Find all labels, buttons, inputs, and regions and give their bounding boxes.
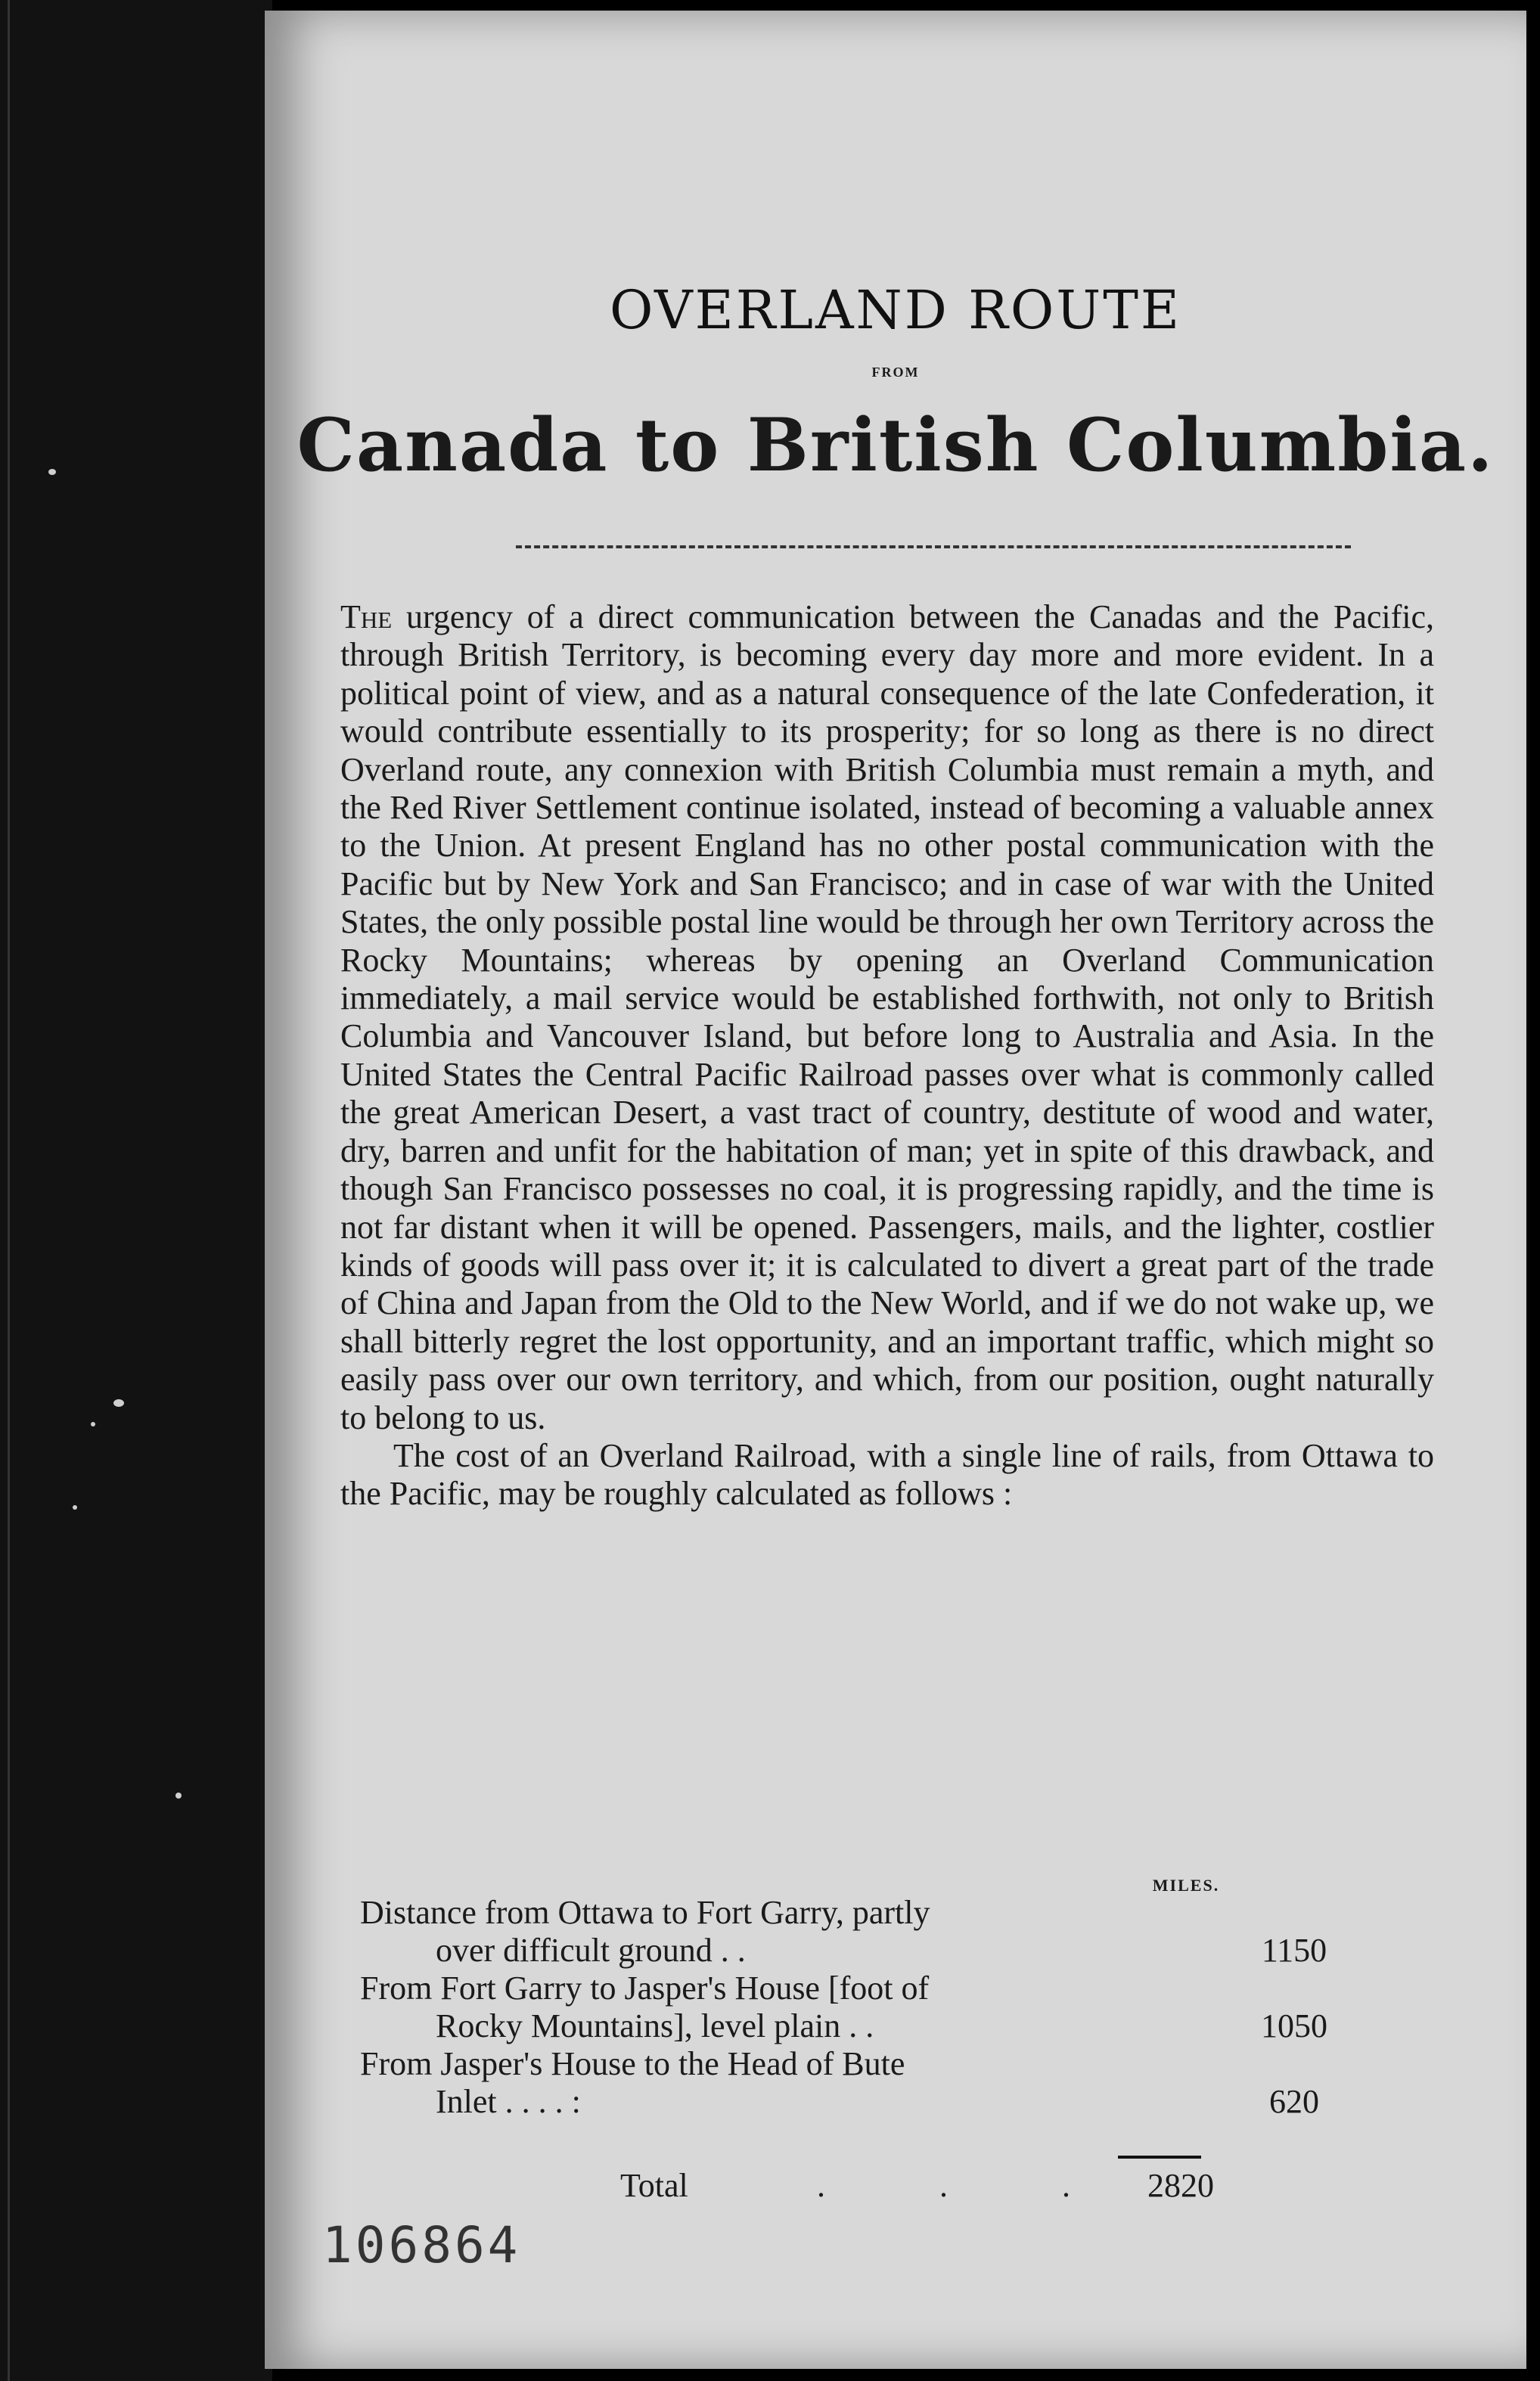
page-title: OVERLAND ROUTE: [609, 279, 1182, 341]
total-label: Total: [620, 2167, 688, 2204]
row-line-2: Inlet . . . . :: [436, 2083, 581, 2120]
from-label: FROM: [871, 365, 920, 380]
microfilm-dark-margin: [0, 0, 272, 2381]
row-line-2: Rocky Mountains], level plain . .: [436, 2007, 874, 2044]
row-description: [360, 2045, 1116, 2121]
dust-speck: [48, 469, 56, 475]
body-text: [340, 598, 1434, 1513]
total-miles: 2820: [1147, 2167, 1214, 2204]
row-line-2: over difficult ground . .: [436, 1932, 746, 1969]
row-miles: 1050: [1261, 2007, 1327, 2044]
dust-speck: [175, 1793, 182, 1799]
row-description: [360, 1970, 1116, 2045]
row-miles: 1150: [1261, 1932, 1327, 1969]
paragraph-lead-word: The: [340, 598, 393, 635]
table-row: [360, 1894, 1358, 1970]
row-miles: 620: [1269, 2083, 1319, 2120]
table-row: [360, 2045, 1358, 2121]
paragraph-2: The cost of an Overland Railroad, with a single line of rails, from Ottawa to the Pacific, may be roughly calculated as follows :: [340, 1436, 1434, 1513]
total-rule: [1118, 2156, 1201, 2159]
row-line-1: From Fort Garry to Jasper's House [foot of: [360, 1970, 930, 2007]
dust-speck: [73, 1505, 77, 1510]
film-edge-line: [8, 0, 10, 2381]
row-line-1: Distance from Ottawa to Fort Garry, partly: [360, 1894, 930, 1931]
dust-speck: [113, 1399, 124, 1407]
miles-column-header: MILES.: [1152, 1876, 1220, 1895]
table-row: [360, 1970, 1358, 2045]
page-subtitle: Canada to British Columbia.: [297, 402, 1495, 488]
total-leader-dots: . . .: [817, 2167, 1123, 2204]
row-description: [360, 1894, 1116, 1970]
document-page: [265, 11, 1526, 2369]
paragraph-1-text: urgency of a direct communication between the Canadas and the Pacific, through British Territory, is becoming every day more and more evident. In a political point of view, and as a natural consequence of the late Confederation, it would contribute essentially to its prosperity; for so long as there is no direct Overland route, any connexion with British Columbia must remain a myth, and the Red River Settlement continue isolated, instead of becoming a valuable annex to the Union. At present England has no other postal communication with the Pacific but by New York and San Francisco; and in case of war with the United States, the only possible postal line would be through her own Territory across the Rocky Mountains; whereas by opening an Overland Communication immediately, a mail service would be established forthwith, not only to British Columbia and Vancouver Island, but before long to Australia and Asia. In the United States the Central Pacific Railroad passes over what is commonly called the great American Desert, a vast tract of country, destitute of wood and water, dry, barren and unfit for the habitation of man; yet in spite of this drawback, and though San Francisco possesses no coal, it is progressing rapidly, and the time is not far distant when it will be opened. Passengers, mails, and the lighter, costlier kinds of goods will pass over it; it is calculated to divert a great part of the trade of China and Japan from the Old to the New World, and if we do not wake up, we shall bitterly regret the lost opportunity, and an important traffic, which might so easily pass over our own territory, and which, from our position, ought naturally to belong to us.: [340, 598, 1435, 1436]
paragraph-1: [340, 598, 1434, 1437]
row-line-1: From Jasper's House to the Head of Bute: [360, 2045, 905, 2082]
dashed-divider: [516, 545, 1351, 548]
dust-speck: [91, 1422, 95, 1426]
catalog-number: 106864: [322, 2216, 521, 2274]
